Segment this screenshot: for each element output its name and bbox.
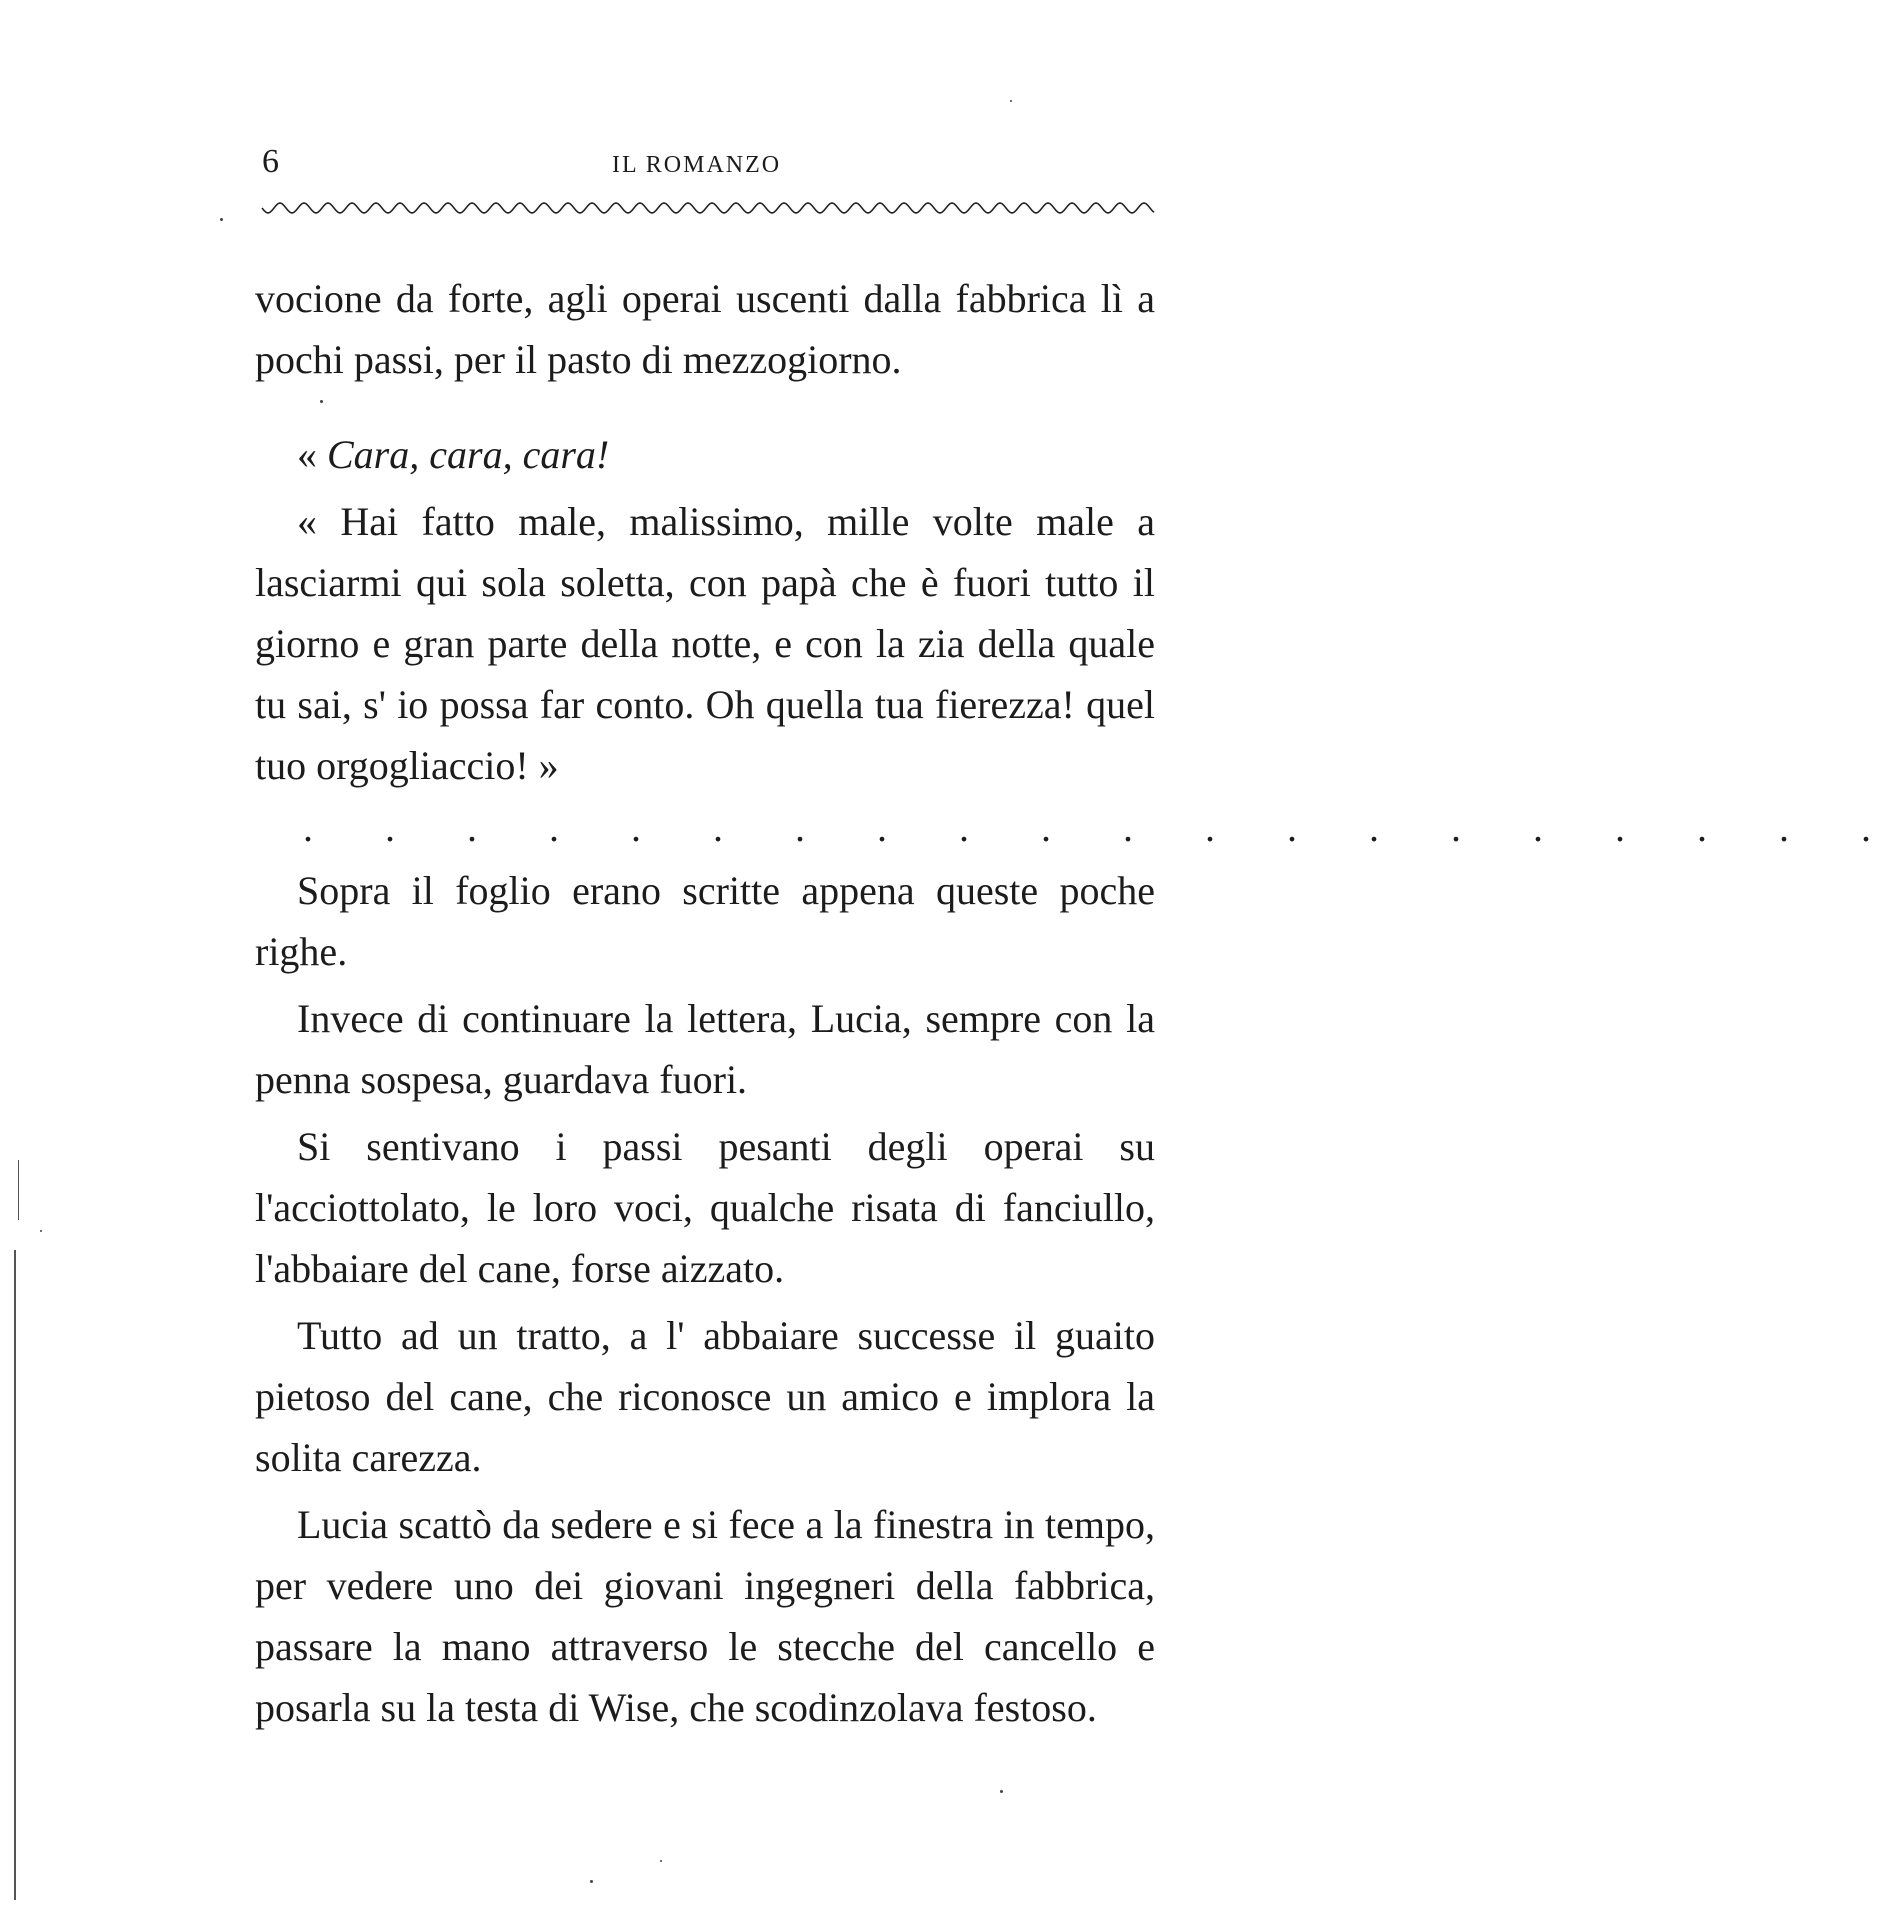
running-title: IL ROMANZO bbox=[612, 152, 782, 178]
binding-edge-mark bbox=[14, 1250, 16, 1900]
scan-speck bbox=[660, 1860, 662, 1862]
paragraph-continuation: vocione da forte, agli operai uscenti dalla fabbrica lì a pochi passi, per il pasto di mezzogiorno. bbox=[255, 276, 1155, 382]
scan-speck bbox=[590, 1880, 593, 1883]
scan-speck bbox=[1000, 1790, 1003, 1793]
body-text bbox=[255, 268, 1902, 1738]
ellipsis-row: . . . . . . . . . . . . . . . . . . . . bbox=[303, 805, 1902, 850]
running-head bbox=[262, 142, 1152, 182]
wavy-rule bbox=[262, 198, 1154, 218]
quote-mark: « bbox=[297, 432, 327, 477]
italic-exclamation: Cara, cara, cara! bbox=[327, 432, 610, 477]
paragraph-invece: Invece di continuare la lettera, Lucia, sempre con la penna sospesa, guardava fuori. bbox=[255, 996, 1155, 1102]
paragraph-tutto: Tutto ad un tratto, a l' abbaiare successe il guaito pietoso del cane, che riconosce un amico e implora la solita carezza. bbox=[255, 1313, 1155, 1480]
scan-speck bbox=[1010, 100, 1012, 102]
scan-speck bbox=[220, 218, 223, 221]
paragraph-letter: « Hai fatto male, malissimo, mille volte male a lasciarmi qui sola soletta, con papà che è fuori tutto il giorno e gran parte della notte, e con la zia della quale tu sai, s' io possa far conto. Oh quella tua fierezza! quel tuo orgogliaccio! » bbox=[255, 499, 1155, 788]
paragraph-si-sentivano: Si sentivano i passi pesanti degli operai su l'acciottolato, le loro voci, qualche risata di fanciullo, l'abbaiare del cane, forse aizzato. bbox=[255, 1124, 1155, 1291]
scan-speck bbox=[320, 400, 323, 403]
page-number: 6 bbox=[262, 143, 279, 180]
binding-edge-mark bbox=[18, 1160, 19, 1220]
paragraph-lucia: Lucia scattò da sedere e si fece a la finestra in tempo, per vedere uno dei giovani ingegneri della fabbrica, passare la mano attraverso le stecche del cancello e posarla su la testa di Wise, che scodinzolava festoso. bbox=[255, 1502, 1155, 1730]
scan-speck bbox=[40, 1230, 42, 1232]
paragraph-sopra: Sopra il foglio erano scritte appena queste poche righe. bbox=[255, 868, 1155, 974]
paragraph-exclamation bbox=[255, 424, 1155, 485]
